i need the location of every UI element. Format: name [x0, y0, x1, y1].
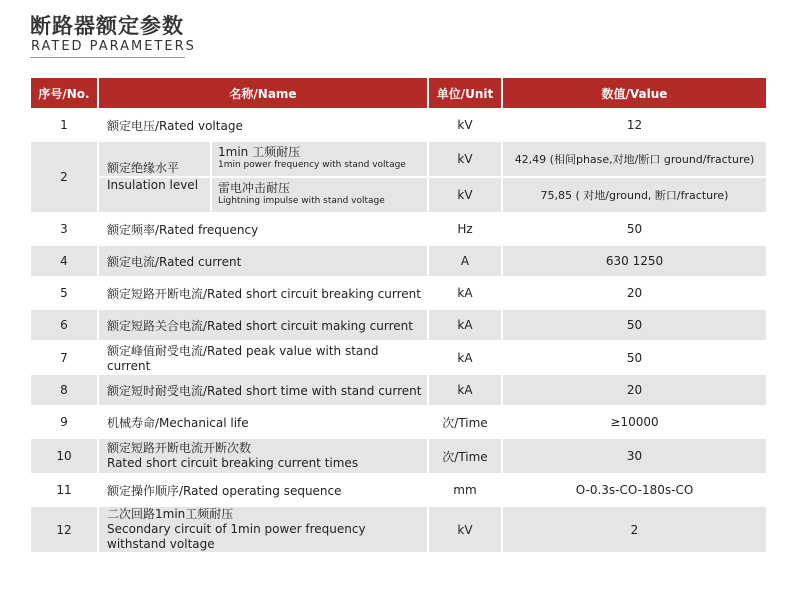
row-unit: mm	[429, 475, 501, 505]
row-no: 12	[31, 507, 97, 552]
row-value: O-0.3s-CO-180s-CO	[503, 475, 766, 505]
row-value: 20	[503, 375, 766, 405]
row-name	[99, 439, 427, 473]
page-subtitle: RATED PARAMETERS	[31, 39, 196, 54]
insulation-level-label-en	[99, 178, 210, 212]
row-no: 11	[31, 475, 97, 505]
row-value: 75,85 ( 对地/ground, 断口/fracture)	[503, 178, 766, 212]
table-row	[31, 178, 766, 212]
table-row	[31, 375, 766, 405]
row-name: 额定操作顺序/Rated operating sequence	[99, 475, 427, 505]
row-value: ≥10000	[503, 407, 766, 437]
row-name-group	[99, 142, 427, 176]
row-name: 额定短路开断电流/Rated short circuit breaking current	[99, 278, 427, 308]
table-row	[31, 342, 766, 373]
column-header-name: 名称/Name	[99, 78, 427, 108]
row-unit: 次/Time	[429, 439, 501, 473]
table-row	[31, 110, 766, 140]
sub-item-cn: 雷电冲击耐压	[218, 181, 291, 195]
row-unit: kV	[429, 178, 501, 212]
table-row	[31, 246, 766, 276]
row-unit: kA	[429, 342, 501, 373]
sub-item-cn: 1min 工频耐压	[218, 145, 301, 159]
insulation-label-cn: 额定绝缘水平	[107, 161, 180, 175]
row-name	[99, 507, 427, 552]
row-no: 6	[31, 310, 97, 340]
table-row	[31, 278, 766, 308]
insulation-level-label	[99, 142, 210, 176]
row-unit: kA	[429, 375, 501, 405]
column-header-no: 序号/No.	[31, 78, 97, 108]
row-name-group	[99, 178, 427, 212]
row-value: 30	[503, 439, 766, 473]
row-unit: kV	[429, 110, 501, 140]
row-name: 额定电压/Rated voltage	[99, 110, 427, 140]
row-name: 额定短路关合电流/Rated short circuit making current	[99, 310, 427, 340]
table-row	[31, 475, 766, 505]
row-no: 7	[31, 342, 97, 373]
row-name-en: Secondary circuit of 1min power frequency withstand voltage	[107, 522, 366, 551]
row-unit: kV	[429, 142, 501, 176]
row-value: 50	[503, 310, 766, 340]
title-underline	[30, 57, 185, 58]
column-header-unit: 单位/Unit	[429, 78, 501, 108]
row-name: 额定短时耐受电流/Rated short time with stand current	[99, 375, 427, 405]
row-name: 额定峰值耐受电流/Rated peak value with stand current	[99, 342, 427, 373]
row-value: 50	[503, 214, 766, 244]
sub-item-power-frequency	[210, 142, 427, 176]
row-value: 12	[503, 110, 766, 140]
table-row	[31, 507, 766, 552]
row-no: 8	[31, 375, 97, 405]
row-name-en: Rated short circuit breaking current times	[107, 456, 359, 470]
insulation-label-en: Insulation level	[107, 178, 199, 192]
row-unit: Hz	[429, 214, 501, 244]
row-name: 额定频率/Rated frequency	[99, 214, 427, 244]
table-row	[31, 439, 766, 473]
row-name-cn: 二次回路1min工频耐压	[107, 507, 234, 521]
row-unit: kA	[429, 310, 501, 340]
table-row	[31, 407, 766, 437]
row-value: 20	[503, 278, 766, 308]
row-value: 50	[503, 342, 766, 373]
sub-item-en: Lightning impulse with stand voltage	[218, 196, 385, 206]
row-unit: 次/Time	[429, 407, 501, 437]
row-value: 2	[503, 507, 766, 552]
row-unit: kA	[429, 278, 501, 308]
row-name: 额定电流/Rated current	[99, 246, 427, 276]
row-no: 4	[31, 246, 97, 276]
row-value: 42,49 (相间phase,对地/断口 ground/fracture)	[503, 142, 766, 176]
page-title: 断路器额定参数	[30, 14, 184, 38]
sub-item-lightning-impulse	[210, 178, 427, 212]
row-no: 5	[31, 278, 97, 308]
row-no: 3	[31, 214, 97, 244]
row-unit: A	[429, 246, 501, 276]
table-row	[31, 214, 766, 244]
table-row	[31, 142, 766, 176]
table-header-row	[31, 78, 766, 108]
row-no: 2	[31, 142, 97, 212]
row-unit: kV	[429, 507, 501, 552]
row-no: 1	[31, 110, 97, 140]
row-no: 10	[31, 439, 97, 473]
row-no: 9	[31, 407, 97, 437]
column-header-value: 数值/Value	[503, 78, 766, 108]
table-row	[31, 310, 766, 340]
row-value: 630 1250	[503, 246, 766, 276]
row-name: 机械寿命/Mechanical life	[99, 407, 427, 437]
row-name-cn: 额定短路开断电流开断次数	[107, 441, 252, 455]
sub-item-en: 1min power frequency with stand voltage	[218, 160, 406, 170]
parameters-table	[29, 76, 768, 554]
